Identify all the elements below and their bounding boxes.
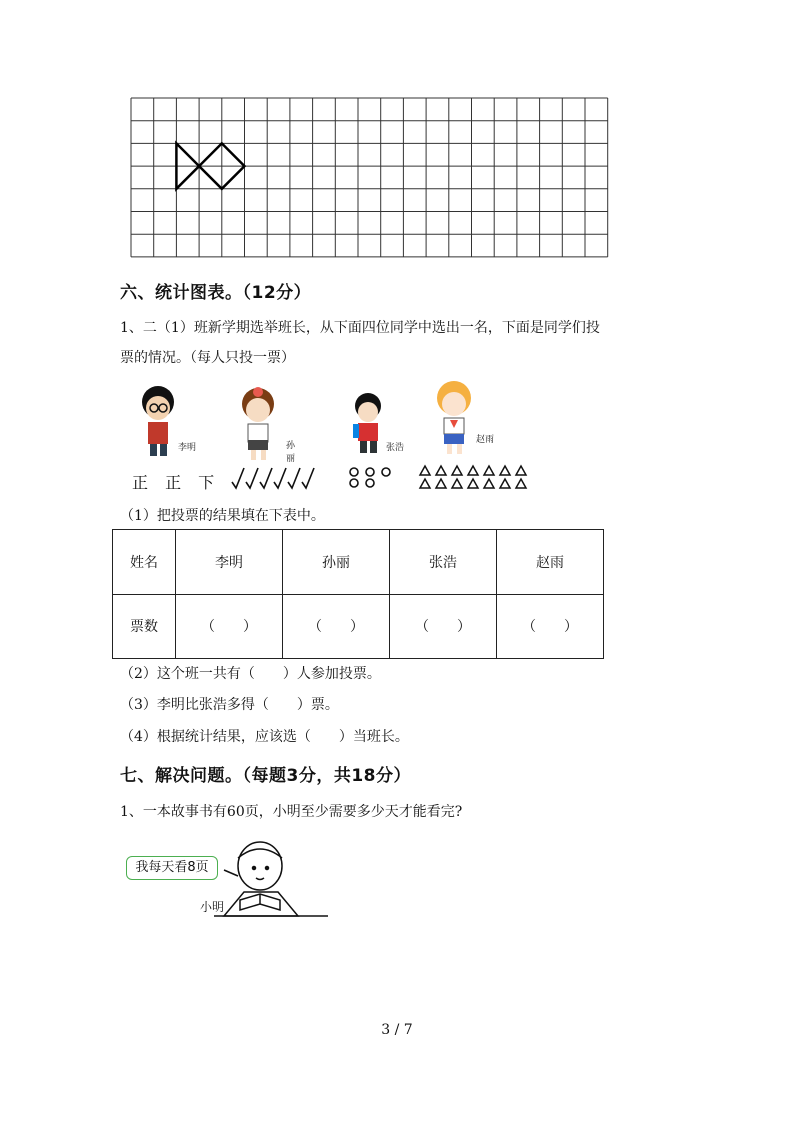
section-7-heading: 七、解决问题。（每题3分，共18分） xyxy=(120,766,411,786)
speech-bubble: 我每天看8页 xyxy=(126,856,218,880)
vote-table xyxy=(112,529,604,659)
candidate-label: 李明 xyxy=(178,443,197,453)
table-cell: 赵雨 xyxy=(497,530,604,595)
tally-liming: 正 正 下 xyxy=(132,473,221,492)
sub-question-4: （4）根据统计结果，应该选（ ）当班长。 xyxy=(120,729,409,745)
page-number: 3 / 7 xyxy=(381,1022,413,1038)
answer-blank[interactable]: （ ） xyxy=(283,594,390,659)
tally-triangle-marks xyxy=(418,464,528,490)
grid-svg xyxy=(130,97,610,261)
girl-cartoon-icon xyxy=(430,378,500,458)
table-header-name: 姓名 xyxy=(113,530,176,595)
character-name: 小明 xyxy=(200,900,225,914)
table-cell: 孙丽 xyxy=(283,530,390,595)
candidate-sunli xyxy=(232,384,302,468)
sub-question-3: （3）李明比张浩多得（ ）票。 xyxy=(120,697,339,713)
candidate-liming xyxy=(130,380,200,464)
dot-grid-figure xyxy=(130,97,610,265)
question-text-line2: 票的情况。（每人只投一票） xyxy=(120,350,295,366)
candidate-label: 孙丽 xyxy=(286,441,296,464)
table-header-count: 票数 xyxy=(113,594,176,659)
sub-question-2: （2）这个班一共有（ ）人参加投票。 xyxy=(120,666,381,682)
table-cell: 李明 xyxy=(176,530,283,595)
candidate-label: 赵雨 xyxy=(476,435,495,445)
answer-blank[interactable]: （ ） xyxy=(497,594,604,659)
answer-blank[interactable]: （ ） xyxy=(390,594,497,659)
candidate-label: 张浩 xyxy=(386,443,405,453)
tally-circle-marks xyxy=(348,464,408,490)
tally-check-marks xyxy=(230,464,320,490)
table-row xyxy=(113,594,604,659)
question-text-line1: 1、二（1）班新学期选举班长，从下面四位同学中选出一名，下面是同学们投 xyxy=(120,320,600,336)
question-text: 1、一本故事书有60页，小明至少需要多少天才能看完? xyxy=(120,804,463,820)
table-cell: 张浩 xyxy=(390,530,497,595)
sub-question-1: （1）把投票的结果填在下表中。 xyxy=(120,508,325,524)
reading-boy-icon xyxy=(210,836,334,920)
candidate-zhaoyu xyxy=(430,378,500,462)
table-row xyxy=(113,530,604,595)
candidate-zhanghao xyxy=(346,390,406,464)
section-6-heading: 六、统计图表。（12分） xyxy=(120,283,312,303)
answer-blank[interactable]: （ ） xyxy=(176,594,283,659)
